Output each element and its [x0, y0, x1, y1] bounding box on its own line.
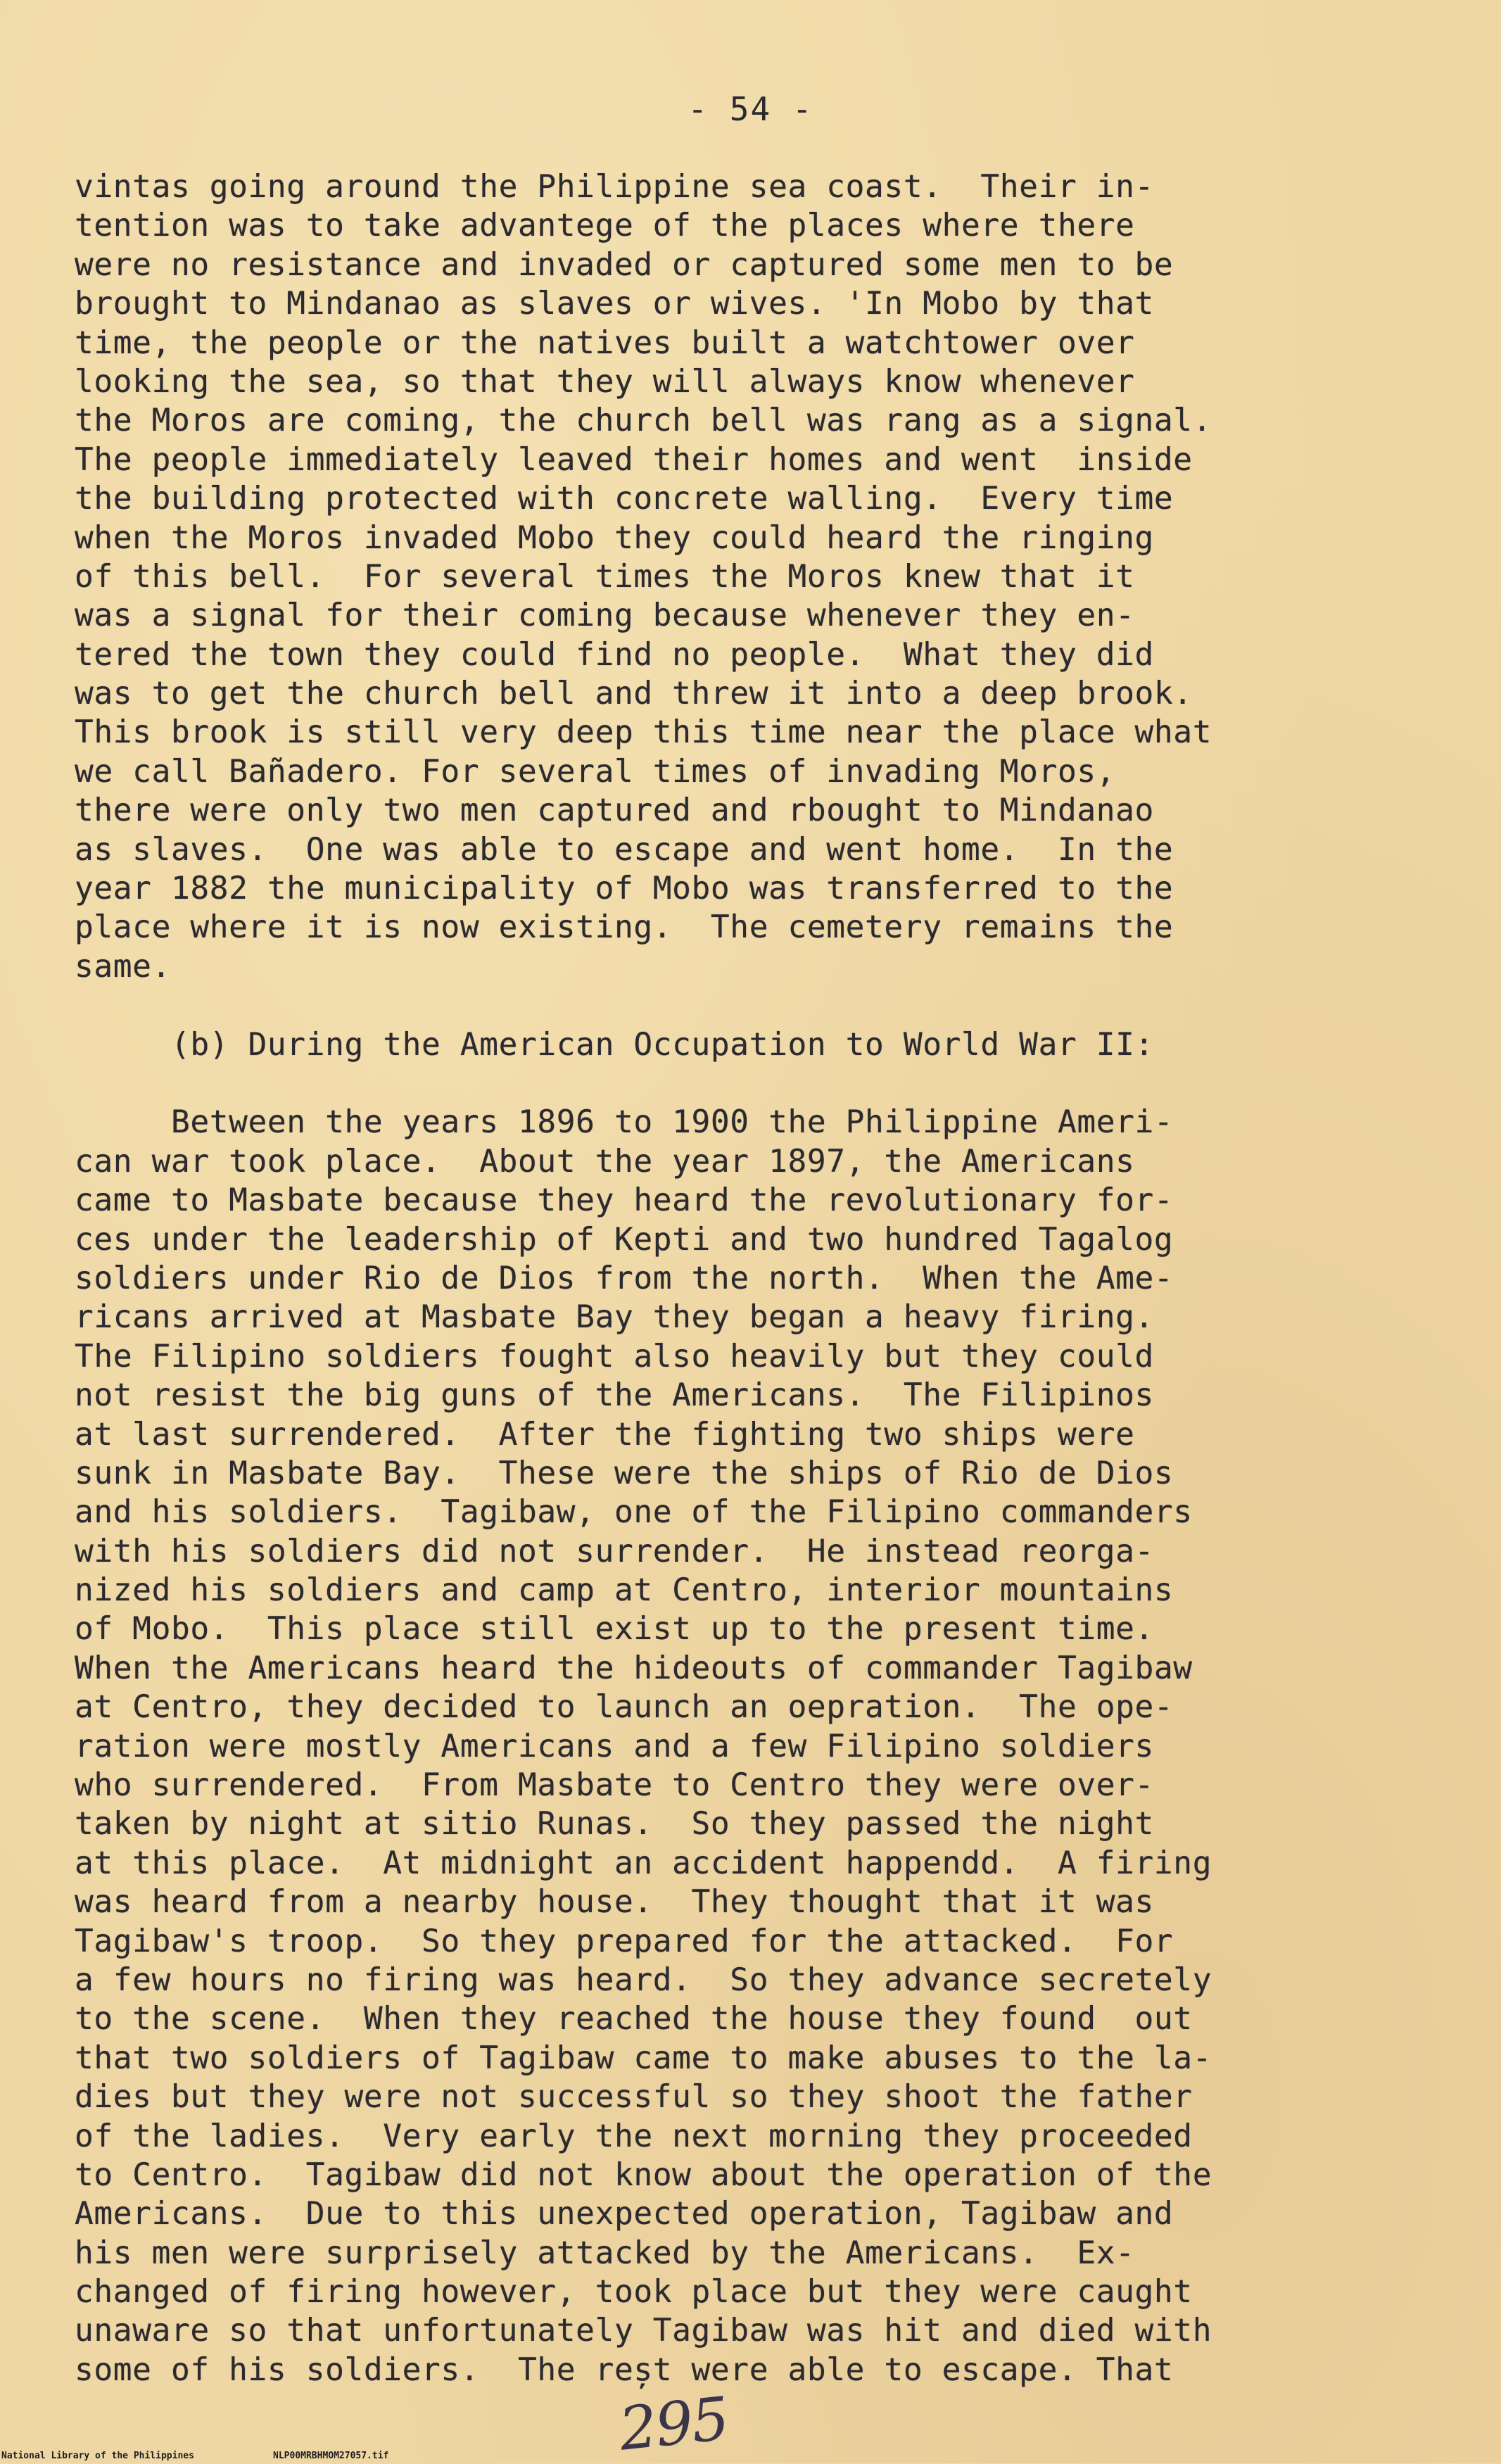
- text-line: there were only two men captured and rbought to Mindanao: [75, 792, 1154, 829]
- text-line: a few hours no firing was heard. So they advance secretely: [75, 1961, 1212, 1998]
- text-line: The Filipino soldiers fought also heavily but they could: [75, 1338, 1154, 1375]
- text-line: his men were surprisely attacked by the Americans. Ex-: [75, 2235, 1135, 2271]
- text-line: year 1882 the municipality of Mobo was transferred to the: [75, 871, 1174, 907]
- text-line: When the Americans heard the hideouts of commander Tagibaw: [75, 1650, 1193, 1686]
- text-line: we call Bañadero. For several times of invading Moros,: [75, 753, 1116, 790]
- text-line: looking the sea, so that they will always know whenever: [75, 363, 1135, 400]
- text-line: The people immediately leaved their homes and went inside: [75, 441, 1193, 478]
- handwritten-folio-number: 295: [616, 2384, 732, 2464]
- footer-source-label: National Library of the Philippines: [1, 2451, 194, 2461]
- blank-line: [75, 986, 1454, 1025]
- text-line: ces under the leadership of Kepti and two hundred Tagalog: [75, 1221, 1174, 1258]
- text-line: at this place. At midnight an accident happendd. A firing: [75, 1845, 1212, 1881]
- text-line: as slaves. One was able to escape and went home. In the: [75, 831, 1174, 868]
- typed-body: [75, 168, 1454, 2389]
- text-line: Tagibaw's troop. So they prepared for the attacked. For: [75, 1923, 1174, 1959]
- text-line: at last surrendered. After the fighting two ships were: [75, 1416, 1135, 1453]
- text-line: Between the years 1896 to 1900 the Philippine Ameri-: [75, 1104, 1174, 1141]
- text-line: brought to Mindanao as slaves or wives. 'In Mobo by that: [75, 286, 1154, 322]
- paragraph-american-occupation: [75, 1103, 1454, 2389]
- text-line: was to get the church bell and threw it into a deep brook.: [75, 676, 1193, 712]
- text-line: to the scene. When they reached the house they found out: [75, 2001, 1193, 2037]
- text-line: was a signal for their coming because whenever they en-: [75, 598, 1135, 634]
- section-heading: (b) During the American Occupation to World War II:: [75, 1026, 1154, 1063]
- text-line: of this bell. For several times the Moros knew that it: [75, 558, 1135, 595]
- text-line: tered the town they could find no people. What they did: [75, 636, 1154, 673]
- text-line: place where it is now existing. The cemetery remains the: [75, 909, 1174, 946]
- text-line: nized his soldiers and camp at Centro, interior mountains: [75, 1572, 1174, 1609]
- text-line: with his soldiers did not surrender. He instead reorga-: [75, 1533, 1154, 1569]
- text-line: the Moros are coming, the church bell was rang as a signal.: [75, 403, 1212, 439]
- text-line: of the ladies. Very early the next morning they proceeded: [75, 2118, 1193, 2154]
- text-line: same.: [75, 948, 171, 985]
- text-line: ricans arrived at Masbate Bay they began a heavy firing.: [75, 1299, 1154, 1336]
- text-line: was heard from a nearby house. They thought that it was: [75, 1884, 1154, 1921]
- text-line: soldiers under Rio de Dios from the north. When the Ame-: [75, 1260, 1174, 1296]
- blank-line: [75, 1064, 1454, 1103]
- footer-file-name: NLP00MRBHMOM27057.tif: [273, 2451, 389, 2461]
- text-line: and his soldiers. Tagibaw, one of the Filipino commanders: [75, 1494, 1193, 1531]
- text-line: time, the people or the natives built a watchtower over: [75, 324, 1135, 361]
- text-line: changed of firing however, took place but they were caught: [75, 2274, 1193, 2311]
- paragraph-moro-raids: [75, 168, 1454, 986]
- text-line: ration were mostly Americans and a few Filipino soldiers: [75, 1728, 1154, 1764]
- text-line: the building protected with concrete walling. Every time: [75, 481, 1174, 517]
- text-line: not resist the big guns of the Americans. The Filipinos: [75, 1377, 1154, 1414]
- text-line: at Centro, they decided to launch an oepration. The ope-: [75, 1689, 1174, 1726]
- text-line: vintas going around the Philippine sea coast. Their in-: [75, 169, 1154, 205]
- text-line: Americans. Due to this unexpected operation, Tagibaw and: [75, 2196, 1174, 2232]
- text-line: of Mobo. This place still exist up to the present time.: [75, 1611, 1154, 1648]
- text-line: unaware so that unfortunately Tagibaw was hit and died with: [75, 2313, 1212, 2349]
- text-line: were no resistance and invaded or captured some men to be: [75, 246, 1174, 283]
- text-line: came to Masbate because they heard the revolutionary for-: [75, 1182, 1174, 1219]
- text-line: when the Moros invaded Mobo they could heard the ringing: [75, 519, 1154, 556]
- text-line: that two soldiers of Tagibaw came to make abuses to the la-: [75, 2040, 1212, 2076]
- text-line: sunk in Masbate Bay. These were the ships of Rio de Dios: [75, 1455, 1174, 1491]
- text-line: can war took place. About the year 1897, the Americans: [75, 1143, 1135, 1180]
- page-number: - 54 -: [688, 90, 813, 128]
- text-line: This brook is still very deep this time near the place what: [75, 714, 1212, 751]
- text-line: to Centro. Tagibaw did not know about the operation of the: [75, 2156, 1212, 2193]
- text-line: some of his soldiers. The reșt were able to escape. That: [75, 2351, 1174, 2388]
- text-line: taken by night at sitio Runas. So they passed the night: [75, 1806, 1154, 1843]
- text-line: tention was to take advantege of the places where there: [75, 208, 1135, 244]
- text-line: dies but they were not successful so they shoot the father: [75, 2079, 1193, 2116]
- text-line: who surrendered. From Masbate to Centro they were over-: [75, 1767, 1154, 1804]
